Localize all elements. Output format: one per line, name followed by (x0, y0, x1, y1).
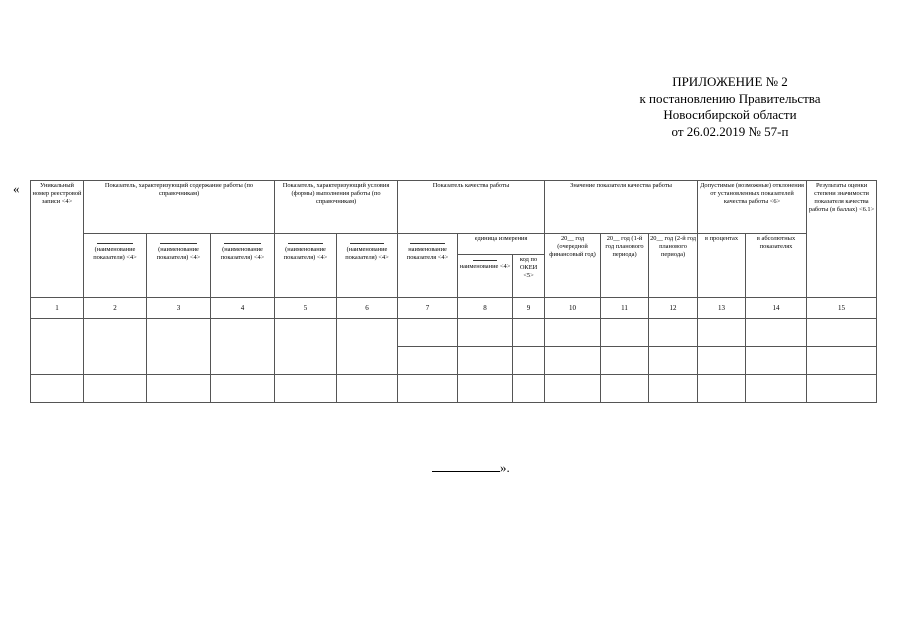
blank-line (473, 260, 496, 261)
table-cell (398, 347, 458, 375)
table-cell (649, 375, 698, 403)
table-cell (398, 375, 458, 403)
table-cell (275, 375, 337, 403)
col-number: 8 (458, 298, 513, 319)
col-number: 9 (513, 298, 545, 319)
table-cell (698, 375, 746, 403)
blank-line (288, 243, 323, 244)
table-cell (807, 319, 877, 347)
table-cell (275, 319, 337, 375)
sub-quality-name: наименование показателя <4> (398, 234, 458, 298)
sub-unit: единица измерения (458, 234, 545, 255)
table-cell (746, 375, 807, 403)
col-number: 6 (337, 298, 398, 319)
header-quality-value: Значение показателя качества работы (545, 181, 698, 234)
table-cell (147, 375, 211, 403)
col-number: 2 (84, 298, 147, 319)
blank-line (160, 243, 197, 244)
col-number: 11 (601, 298, 649, 319)
table-cell (398, 319, 458, 347)
blank-line (350, 243, 385, 244)
closing-quote: ». (500, 460, 510, 475)
blank-line (410, 243, 444, 244)
table-cell (649, 347, 698, 375)
blank-line (224, 243, 261, 244)
opening-quote: « (13, 181, 20, 196)
table-cell (601, 319, 649, 347)
table-cell (545, 375, 601, 403)
quality-indicators-table (30, 180, 877, 403)
col-number: 3 (147, 298, 211, 319)
sub-content-name-3: (наименование показателя) <4> (211, 234, 275, 298)
table-cell (147, 319, 211, 375)
table-cell (698, 319, 746, 347)
sub-year-1: 20__ год (очередной финансовый год) (545, 234, 601, 298)
table-cell (84, 319, 147, 375)
blank-line (97, 243, 133, 244)
appendix-title: ПРИЛОЖЕНИЕ № 2 (672, 74, 788, 89)
sub-content-name-1: (наименование показателя) <4> (84, 234, 147, 298)
header-significance: Результаты оценки степени значимости показателя качества работы (в баллах) <6.1> (807, 181, 877, 298)
sub-content-name-2: (наименование показателя) <4> (147, 234, 211, 298)
table-cell (31, 319, 84, 375)
footer-closing (432, 460, 510, 476)
col-number: 1 (31, 298, 84, 319)
table-cell (649, 319, 698, 347)
table-cell (458, 347, 513, 375)
table-cell (545, 347, 601, 375)
header-block (560, 74, 900, 140)
table-cell (31, 375, 84, 403)
table-cell (337, 319, 398, 375)
header-unique-number: Уникальный номер реестровой записи <4> (31, 181, 84, 298)
col-number: 14 (746, 298, 807, 319)
table-cell (513, 319, 545, 347)
table-cell (601, 375, 649, 403)
sub-conditions-name-2: (наименование показателя) <4> (337, 234, 398, 298)
col-number: 4 (211, 298, 275, 319)
table-cell (746, 319, 807, 347)
table-cell (84, 375, 147, 403)
table-cell (807, 375, 877, 403)
header-quality-indicator: Показатель качества работы (398, 181, 545, 234)
sub-unit-name: наименование <4> (458, 255, 513, 298)
sub-absolute: в абсолютных показателях (746, 234, 807, 298)
appendix-region: Новосибирской области (663, 107, 797, 122)
sub-year-2: 20__ год (1-й год планового периода) (601, 234, 649, 298)
table-cell (513, 347, 545, 375)
table-cell (698, 347, 746, 375)
sub-unit-code: код по ОКЕИ <5> (513, 255, 545, 298)
col-number: 7 (398, 298, 458, 319)
table-cell (513, 375, 545, 403)
table-cell (746, 347, 807, 375)
appendix-date: от 26.02.2019 № 57-п (671, 123, 789, 139)
header-content-indicator: Показатель, характеризующий содержание работы (по справочникам) (84, 181, 275, 234)
sub-year-3: 20__ год (2-й год планового периода) (649, 234, 698, 298)
sub-conditions-name-1: (наименование показателя) <4> (275, 234, 337, 298)
header-conditions-indicator: Показатель, характеризующий условия (формы) выполнения работы (по справочникам) (275, 181, 398, 234)
appendix-ref: к постановлению Правительства (639, 90, 821, 106)
sub-percent: в процентах (698, 234, 746, 298)
col-number: 15 (807, 298, 877, 319)
table-cell (337, 375, 398, 403)
col-number: 12 (649, 298, 698, 319)
col-number: 13 (698, 298, 746, 319)
table-cell (211, 319, 275, 375)
table-cell (545, 319, 601, 347)
table-cell (807, 347, 877, 375)
table-cell (211, 375, 275, 403)
col-number: 10 (545, 298, 601, 319)
signature-blank-line (432, 461, 500, 472)
col-number: 5 (275, 298, 337, 319)
header-deviation: Допустимые (возможные) отклонения от установленных показателей качества работы <6> (698, 181, 807, 234)
table-cell (458, 319, 513, 347)
table-cell (601, 347, 649, 375)
table-cell (458, 375, 513, 403)
